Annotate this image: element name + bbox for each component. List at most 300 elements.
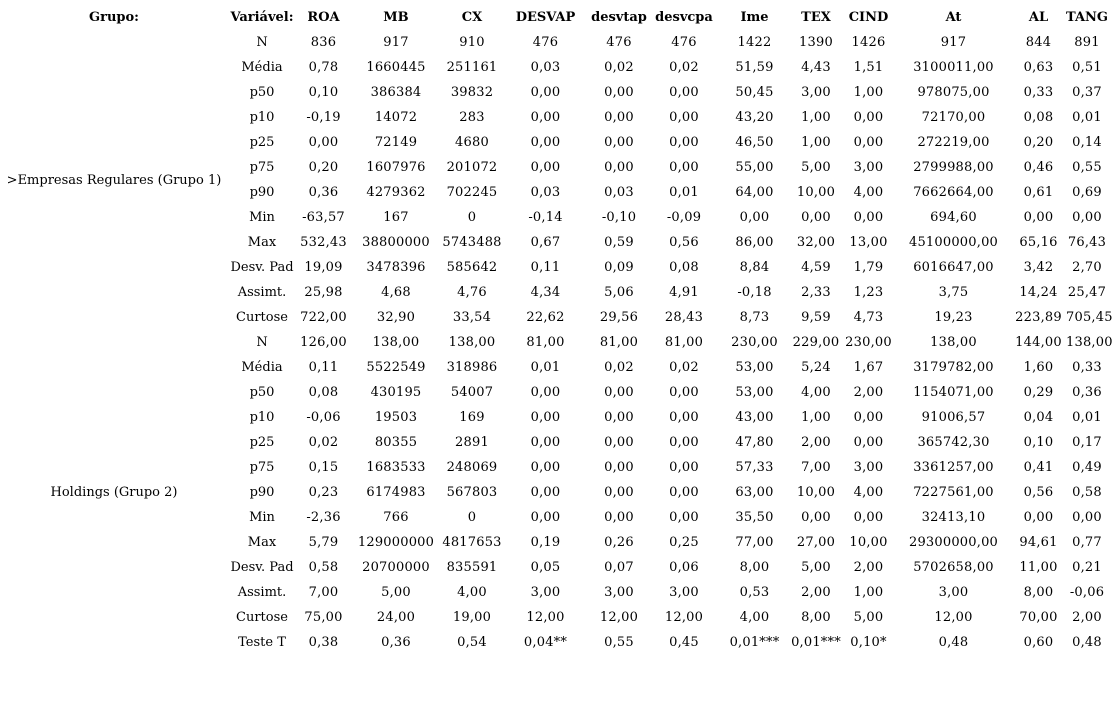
header-row <box>0 5 1108 30</box>
table-cell: 0,00 <box>853 410 884 425</box>
table-cell: 0,19 <box>530 535 561 550</box>
table-cell: 2,00 <box>853 560 884 575</box>
table-cell: -0,06 <box>1069 585 1105 600</box>
table-cell: 5,06 <box>604 285 634 300</box>
table-cell: 0 <box>467 510 477 525</box>
group-label: Holdings (Grupo 2) <box>50 485 178 500</box>
table-cell: 0,00 <box>604 435 634 450</box>
table-cell: 81,00 <box>526 335 565 350</box>
table-cell: 1154071,00 <box>913 385 994 400</box>
table-cell: 169 <box>459 410 485 425</box>
table-cell: -0,09 <box>666 210 702 225</box>
table-cell: 0,33 <box>1072 360 1102 375</box>
table-cell: 705,45 <box>1066 310 1113 325</box>
table-cell: 2,00 <box>801 585 831 600</box>
table-cell: 27,00 <box>796 535 836 550</box>
table-cell: 978075,00 <box>917 85 990 100</box>
table-cell: 201072 <box>446 160 498 175</box>
table-cell: 476 <box>671 35 697 50</box>
table-cell: 25,98 <box>304 285 343 300</box>
table-cell: 844 <box>1025 35 1052 50</box>
table-cell: 19,00 <box>452 610 492 625</box>
table-cell: 4,43 <box>801 60 831 75</box>
table-cell: 1426 <box>851 35 886 50</box>
table-cell: 229,00 <box>792 335 840 350</box>
table-cell: 8,00 <box>739 560 770 575</box>
table-cell: 0,00 <box>739 210 770 225</box>
table-cell: 0,20 <box>308 160 339 175</box>
column-header-al: AL <box>1028 10 1049 25</box>
table-cell: 0,00 <box>604 460 634 475</box>
table-cell: 3478396 <box>366 260 426 275</box>
table-cell: 0,36 <box>381 635 411 650</box>
table-cell: 0,54 <box>457 635 487 650</box>
table-cell: 3100011,00 <box>913 60 994 75</box>
column-header-tex: TEX <box>801 10 831 25</box>
statistic-label: p50 <box>249 85 275 100</box>
table-cell: 138,00 <box>372 335 420 350</box>
table-cell: 0,48 <box>938 635 969 650</box>
table-cell: 0,00 <box>1023 510 1054 525</box>
table-cell: 0,15 <box>308 460 339 475</box>
table-cell: 835591 <box>446 560 498 575</box>
table-cell: -0,06 <box>306 410 341 425</box>
table-cell: 0,00 <box>669 410 699 425</box>
table-cell: 11,00 <box>1019 560 1058 575</box>
table-cell: 4,59 <box>801 260 831 275</box>
table-cell: 12,00 <box>599 610 639 625</box>
table-cell: 12,00 <box>934 610 973 625</box>
table-cell: 0,08 <box>308 385 339 400</box>
table-cell: 0,07 <box>604 560 634 575</box>
table-cell: 0,02 <box>669 60 699 75</box>
table-cell: 12,00 <box>664 610 704 625</box>
statistic-label: p75 <box>249 160 275 175</box>
column-header-desvcpa: desvcpa <box>655 10 713 25</box>
table-cell: 223,89 <box>1015 310 1062 325</box>
table-cell: 0,02 <box>308 435 339 450</box>
table-cell: 0,05 <box>530 560 561 575</box>
column-header-roa: ROA <box>307 10 340 25</box>
statistic-label: p10 <box>249 410 275 425</box>
table-cell: 0,58 <box>308 560 339 575</box>
table-cell: 0,00 <box>530 110 561 125</box>
statistic-label: Curtose <box>236 610 288 625</box>
table-cell: 25,47 <box>1067 285 1107 300</box>
table-cell: 126,00 <box>300 335 347 350</box>
table-cell: 32,90 <box>376 310 416 325</box>
table-cell: 4,34 <box>530 285 561 300</box>
table-cell: 0,00 <box>604 110 634 125</box>
table-cell: 63,00 <box>735 485 774 500</box>
table-cell: 4,00 <box>853 185 884 200</box>
table-cell: 0,53 <box>739 585 770 600</box>
table-cell: 0,00 <box>604 85 634 100</box>
table-cell: 7,00 <box>308 585 339 600</box>
table-cell: 33,54 <box>452 310 492 325</box>
group-column-header: Grupo: <box>89 10 139 25</box>
table-cell: 272219,00 <box>917 135 990 150</box>
table-cell: 0,00 <box>604 385 634 400</box>
table-cell: 0,00 <box>669 110 699 125</box>
table-cell: 0,33 <box>1023 85 1054 100</box>
table-cell: 1,60 <box>1023 360 1054 375</box>
table-cell: 32,00 <box>796 235 836 250</box>
table-cell: 35,50 <box>735 510 774 525</box>
table-cell: 50,45 <box>735 85 774 100</box>
table-cell: 0,59 <box>604 235 634 250</box>
table-cell: 0,14 <box>1072 135 1102 150</box>
table-cell: 0,01 <box>530 360 561 375</box>
table-cell: 0,41 <box>1023 460 1054 475</box>
table-cell: 0,00 <box>853 210 884 225</box>
table-cell: 0,00 <box>530 385 561 400</box>
table-cell: 5,24 <box>801 360 831 375</box>
table-cell: 1,67 <box>853 360 884 375</box>
table-cell: 144,00 <box>1015 335 1062 350</box>
table-cell: 0,69 <box>1072 185 1102 200</box>
table-cell: 43,20 <box>735 110 774 125</box>
table-cell: 910 <box>459 35 485 50</box>
table-cell: 1,00 <box>853 585 884 600</box>
table-cell: 3,00 <box>938 585 969 600</box>
statistic-label: Min <box>249 510 275 525</box>
table-cell: 0,56 <box>1023 485 1054 500</box>
table-cell: 129000000 <box>357 535 435 550</box>
group-label: >Empresas Regulares (Grupo 1) <box>6 172 222 188</box>
table-cell: 4279362 <box>366 185 426 200</box>
table-cell: 0,11 <box>530 260 561 275</box>
table-cell: 766 <box>383 510 409 525</box>
table-cell: 4,00 <box>801 385 831 400</box>
table-cell: 2,00 <box>801 435 831 450</box>
table-cell: 0,02 <box>604 360 634 375</box>
table-cell: 0,03 <box>530 60 561 75</box>
statistic-label: Curtose <box>236 310 288 325</box>
table-cell: 75,00 <box>304 610 343 625</box>
column-header-ime: Ime <box>740 10 769 25</box>
table-cell: 19,23 <box>934 310 973 325</box>
table-cell: 0,00 <box>669 85 699 100</box>
table-cell: 2891 <box>455 435 489 450</box>
table-cell: 0,00 <box>530 160 561 175</box>
table-cell: 0,00 <box>853 510 884 525</box>
table-cell: 6016647,00 <box>913 260 994 275</box>
table-cell: 0,10 <box>308 85 339 100</box>
table-cell: 4,76 <box>457 285 487 300</box>
table-cell: 476 <box>532 35 559 50</box>
stats-table-container <box>0 5 1113 655</box>
table-cell: 0,26 <box>604 535 634 550</box>
table-cell: 585642 <box>446 260 498 275</box>
table-cell: 5,00 <box>801 560 831 575</box>
table-cell: 0,02 <box>669 360 699 375</box>
column-header-tang: TANG <box>1066 10 1109 25</box>
table-cell: 0,00 <box>604 510 634 525</box>
table-cell: 0,67 <box>530 235 561 250</box>
column-header-cx: CX <box>461 10 483 25</box>
statistic-label: Média <box>241 360 283 375</box>
table-cell: 12,00 <box>526 610 565 625</box>
table-cell: 3,00 <box>853 160 884 175</box>
table-cell: 0,46 <box>1023 160 1054 175</box>
table-cell: 0,23 <box>308 485 339 500</box>
table-cell: 8,73 <box>739 310 770 325</box>
table-cell: 0,61 <box>1023 185 1054 200</box>
table-cell: 917 <box>940 35 967 50</box>
table-cell: 2799988,00 <box>913 160 994 175</box>
table-cell: 0,38 <box>308 635 339 650</box>
table-cell: 24,00 <box>376 610 416 625</box>
table-cell: 0,00 <box>669 135 699 150</box>
table-cell: 19,09 <box>304 260 343 275</box>
table-cell: 55,00 <box>735 160 774 175</box>
statistic-label: Desv. Pad <box>230 560 294 575</box>
table-cell: 1,00 <box>801 135 831 150</box>
table-cell: 22,62 <box>526 310 565 325</box>
table-cell: 5522549 <box>366 360 426 375</box>
table-cell: 0,02 <box>604 60 634 75</box>
table-cell: 0,08 <box>1023 110 1054 125</box>
descriptive-stats-table <box>0 5 1113 655</box>
table-cell: 0,00 <box>1072 210 1102 225</box>
table-cell: 4,68 <box>381 285 411 300</box>
table-cell: 0,00 <box>530 85 561 100</box>
statistic-label: Max <box>247 235 277 250</box>
column-header-at: At <box>945 10 962 25</box>
statistic-label: Assimt. <box>237 285 287 300</box>
statistic-label: p90 <box>249 185 275 200</box>
table-cell: 0,48 <box>1072 635 1102 650</box>
table-cell: 1660445 <box>366 60 426 75</box>
table-cell: 9,59 <box>801 310 831 325</box>
table-cell: 46,50 <box>735 135 774 150</box>
table-cell: 722,00 <box>300 310 347 325</box>
column-header-desvtap: desvtap <box>591 10 647 25</box>
column-header-cind: CIND <box>848 10 889 25</box>
column-header-desvap: DESVAP <box>515 10 576 25</box>
table-cell: 0,00 <box>669 510 699 525</box>
table-cell: 77,00 <box>735 535 774 550</box>
table-cell: 2,70 <box>1072 260 1102 275</box>
table-cell: 318986 <box>446 360 498 375</box>
table-cell: 0,37 <box>1072 85 1102 100</box>
column-header-mb: MB <box>383 10 409 25</box>
table-cell: 4,00 <box>853 485 884 500</box>
table-cell: 167 <box>383 210 409 225</box>
table-cell: 70,00 <box>1019 610 1058 625</box>
table-cell: 891 <box>1074 35 1100 50</box>
table-cell: 138,00 <box>448 335 496 350</box>
table-cell: 4,00 <box>457 585 487 600</box>
table-cell: 0,00 <box>530 135 561 150</box>
table-cell: 5,00 <box>853 610 884 625</box>
table-cell: 365742,30 <box>917 435 990 450</box>
table-cell: 3,00 <box>853 460 884 475</box>
table-cell: 14072 <box>374 110 418 125</box>
table-cell: 0,00 <box>1072 510 1102 525</box>
table-cell: 3,00 <box>801 85 831 100</box>
table-cell: 4,91 <box>669 285 699 300</box>
table-cell: 0,00 <box>530 435 561 450</box>
table-cell: 86,00 <box>735 235 774 250</box>
table-cell: 0,01 <box>669 185 699 200</box>
table-cell: 3,00 <box>530 585 561 600</box>
table-cell: 0,00 <box>530 460 561 475</box>
table-cell: 10,00 <box>796 185 836 200</box>
table-cell: 0,00 <box>530 485 561 500</box>
statistic-label: N <box>256 35 268 50</box>
table-cell: 7662664,00 <box>913 185 994 200</box>
statistic-label: N <box>256 335 268 350</box>
table-cell: 702245 <box>446 185 498 200</box>
table-cell: 19503 <box>374 410 418 425</box>
table-cell: 5743488 <box>442 235 502 250</box>
statistic-label: p25 <box>249 135 275 150</box>
table-cell: 0,00 <box>530 410 561 425</box>
table-cell: 4817653 <box>442 535 502 550</box>
table-cell: 39832 <box>450 85 494 100</box>
statistic-label: Assimt. <box>237 585 287 600</box>
table-cell: 230,00 <box>845 335 892 350</box>
table-cell: -0,18 <box>737 285 772 300</box>
table-cell: 6174983 <box>366 485 426 500</box>
table-cell: 917 <box>383 35 409 50</box>
table-cell: 5,79 <box>308 535 339 550</box>
table-cell: 1390 <box>799 35 833 50</box>
table-cell: 836 <box>310 35 337 50</box>
table-cell: 0,00 <box>669 485 699 500</box>
variable-column-header: Variável: <box>230 10 294 25</box>
statistic-label: Min <box>249 210 275 225</box>
table-row <box>0 30 1108 55</box>
table-cell: 0,00 <box>530 510 561 525</box>
statistic-label: p25 <box>249 435 275 450</box>
table-cell: 81,00 <box>664 335 704 350</box>
table-cell: 0,20 <box>1023 135 1054 150</box>
table-cell: -2,36 <box>306 510 341 525</box>
table-cell: 0,36 <box>1072 385 1102 400</box>
table-cell: 8,84 <box>739 260 770 275</box>
table-cell: 0,00 <box>669 385 699 400</box>
table-cell: 29,56 <box>599 310 639 325</box>
statistic-label: Teste T <box>238 635 286 650</box>
table-cell: 230,00 <box>731 335 778 350</box>
table-cell: 13,00 <box>849 235 888 250</box>
table-cell: 91006,57 <box>921 410 986 425</box>
table-cell: 45100000,00 <box>908 235 999 250</box>
table-cell: 0,06 <box>669 560 699 575</box>
table-cell: 1,79 <box>853 260 884 275</box>
table-cell: 51,59 <box>735 60 774 75</box>
table-cell: 7,00 <box>801 460 831 475</box>
table-cell: 0,00 <box>801 510 831 525</box>
table-cell: 3,75 <box>938 285 969 300</box>
table-cell: 94,61 <box>1019 535 1058 550</box>
table-cell: 430195 <box>370 385 422 400</box>
table-cell: 4680 <box>455 135 489 150</box>
table-cell: 0,29 <box>1023 385 1054 400</box>
table-cell: 138,00 <box>1066 335 1113 350</box>
table-cell: 76,43 <box>1067 235 1107 250</box>
table-cell: 4,00 <box>739 610 770 625</box>
table-cell: 29300000,00 <box>908 535 999 550</box>
table-cell: 8,00 <box>1023 585 1054 600</box>
table-cell: 0,00 <box>853 435 884 450</box>
table-cell: 1,00 <box>853 85 884 100</box>
table-cell: 72149 <box>374 135 418 150</box>
table-cell: 0,00 <box>669 460 699 475</box>
table-cell: 0,77 <box>1072 535 1102 550</box>
table-row <box>0 330 1108 355</box>
table-cell: 20700000 <box>362 560 430 575</box>
table-cell: 0,00 <box>308 135 339 150</box>
table-body <box>0 30 1113 655</box>
table-cell: 0,00 <box>853 135 884 150</box>
table-cell: 80355 <box>374 435 418 450</box>
table-cell: 694,60 <box>930 210 977 225</box>
table-cell: 53,00 <box>735 385 774 400</box>
table-cell: 65,16 <box>1019 235 1058 250</box>
table-cell: 532,43 <box>300 235 347 250</box>
table-cell: 0,00 <box>604 135 634 150</box>
table-cell: 1,23 <box>853 285 884 300</box>
table-cell: 3179782,00 <box>913 360 994 375</box>
table-cell: 32413,10 <box>921 510 986 525</box>
table-cell: 1,51 <box>853 60 884 75</box>
table-cell: 0,00 <box>669 435 699 450</box>
table-cell: 0,00 <box>801 210 831 225</box>
table-cell: 72170,00 <box>921 110 986 125</box>
statistic-label: p50 <box>249 385 275 400</box>
table-cell: 4,73 <box>853 310 884 325</box>
table-cell: 3,00 <box>604 585 634 600</box>
table-cell: 54007 <box>450 385 494 400</box>
table-cell: 248069 <box>446 460 498 475</box>
table-cell: 0,01 <box>1072 110 1102 125</box>
table-cell: 0 <box>467 210 477 225</box>
table-cell: 57,33 <box>735 460 774 475</box>
table-cell: 5,00 <box>381 585 411 600</box>
table-cell: 1683533 <box>366 460 426 475</box>
table-cell: 2,00 <box>853 385 884 400</box>
table-cell: 0,11 <box>308 360 339 375</box>
table-cell: 0,01*** <box>729 635 780 650</box>
table-cell: 476 <box>606 35 632 50</box>
table-cell: 251161 <box>446 60 498 75</box>
table-cell: 2,33 <box>801 285 831 300</box>
table-cell: 0,03 <box>604 185 634 200</box>
table-cell: 0,21 <box>1072 560 1102 575</box>
statistic-label: Desv. Pad <box>230 260 294 275</box>
table-cell: 0,63 <box>1023 60 1054 75</box>
table-cell: 43,00 <box>735 410 774 425</box>
table-cell: 0,25 <box>669 535 699 550</box>
table-cell: 0,60 <box>1023 635 1054 650</box>
table-cell: 1607976 <box>366 160 426 175</box>
table-cell: -0,10 <box>601 210 637 225</box>
table-cell: 0,17 <box>1072 435 1102 450</box>
table-cell: 0,01 <box>1072 410 1102 425</box>
table-cell: 3361257,00 <box>913 460 994 475</box>
table-cell: -0,14 <box>528 210 563 225</box>
table-cell: 567803 <box>446 485 498 500</box>
table-cell: 138,00 <box>930 335 977 350</box>
table-cell: 0,03 <box>530 185 561 200</box>
table-cell: 1,00 <box>801 110 831 125</box>
table-cell: 386384 <box>370 85 422 100</box>
statistic-label: p90 <box>249 485 275 500</box>
